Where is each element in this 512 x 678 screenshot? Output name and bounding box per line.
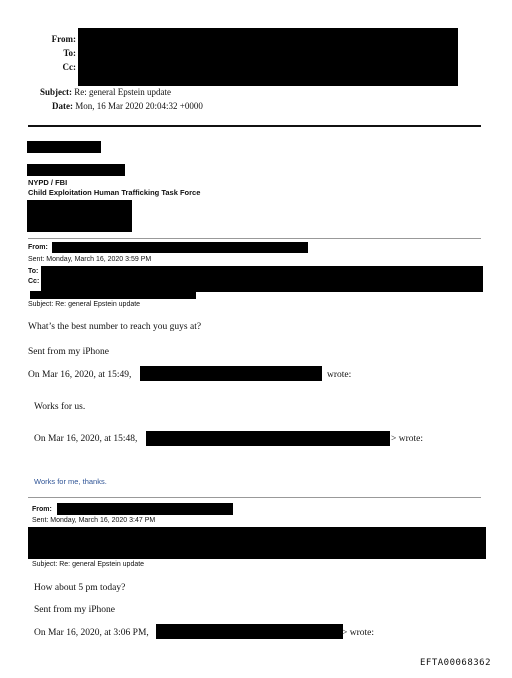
redaction-header-recipients	[78, 28, 458, 86]
redaction-email2-to-cc	[28, 527, 486, 559]
redaction-email1-cc-extra	[30, 291, 196, 299]
email2-subject: Subject: Re: general Epstein update	[32, 561, 145, 568]
email1-from-label: From:	[28, 244, 48, 251]
email2-sent: Sent: Monday, March 16, 2020 3:47 PM	[32, 517, 156, 524]
header-divider	[28, 125, 481, 127]
email2-sent-from: Sent from my iPhone	[34, 605, 116, 615]
subject-value: Re: general Epstein update	[74, 87, 171, 97]
email1-to-label: To:	[28, 268, 39, 275]
date-value: Mon, 16 Mar 2020 20:04:32 +0000	[75, 101, 203, 111]
redaction-sig-1	[27, 141, 101, 153]
email1-sent-from: Sent from my iPhone	[28, 347, 110, 357]
quote1-body: Works for us.	[34, 402, 86, 412]
redaction-email1-from	[52, 242, 308, 253]
email1-divider	[28, 238, 481, 239]
quote1-quote-intro: On Mar 16, 2020, at 15:48,	[34, 434, 138, 444]
subject-line	[40, 87, 171, 97]
signature-taskforce: Child Exploitation Human Trafficking Task Force	[28, 188, 201, 197]
redaction-quote1-sender	[146, 431, 390, 446]
redaction-email2-from	[57, 503, 233, 515]
email1-quote-wrote: wrote:	[327, 370, 352, 380]
from-label: From:	[51, 34, 76, 44]
email2-quote-wrote: > wrote:	[342, 628, 375, 638]
email2-divider	[28, 497, 481, 498]
redaction-email1-to-cc	[41, 266, 483, 292]
redaction-email2-quote-sender	[156, 624, 343, 639]
signature-org: NYPD / FBI	[28, 178, 68, 187]
email2-from-label: From:	[32, 506, 52, 513]
quote1-wrote: > wrote:	[391, 434, 424, 444]
subject-label: Subject:	[40, 87, 72, 97]
email1-subject: Subject: Re: general Epstein update	[28, 301, 141, 308]
redaction-email1-quote-sender	[140, 366, 322, 381]
email1-cc-label: Cc:	[28, 278, 40, 285]
redaction-sig-3	[27, 200, 132, 232]
email1-quote-intro: On Mar 16, 2020, at 15:49,	[28, 370, 132, 380]
date-line	[52, 101, 203, 111]
email2-body: How about 5 pm today?	[34, 583, 126, 593]
to-label: To:	[63, 48, 76, 58]
email1-sent: Sent: Monday, March 16, 2020 3:59 PM	[28, 256, 152, 263]
email2-quote-intro: On Mar 16, 2020, at 3:06 PM,	[34, 628, 149, 638]
quote2-body: Works for me, thanks.	[34, 477, 107, 486]
bates-number: EFTA00068362	[420, 658, 492, 668]
cc-label: Cc:	[62, 62, 76, 72]
email1-body: What’s the best number to reach you guys at?	[28, 322, 202, 332]
redaction-sig-2	[27, 164, 125, 176]
date-label: Date:	[52, 101, 73, 111]
